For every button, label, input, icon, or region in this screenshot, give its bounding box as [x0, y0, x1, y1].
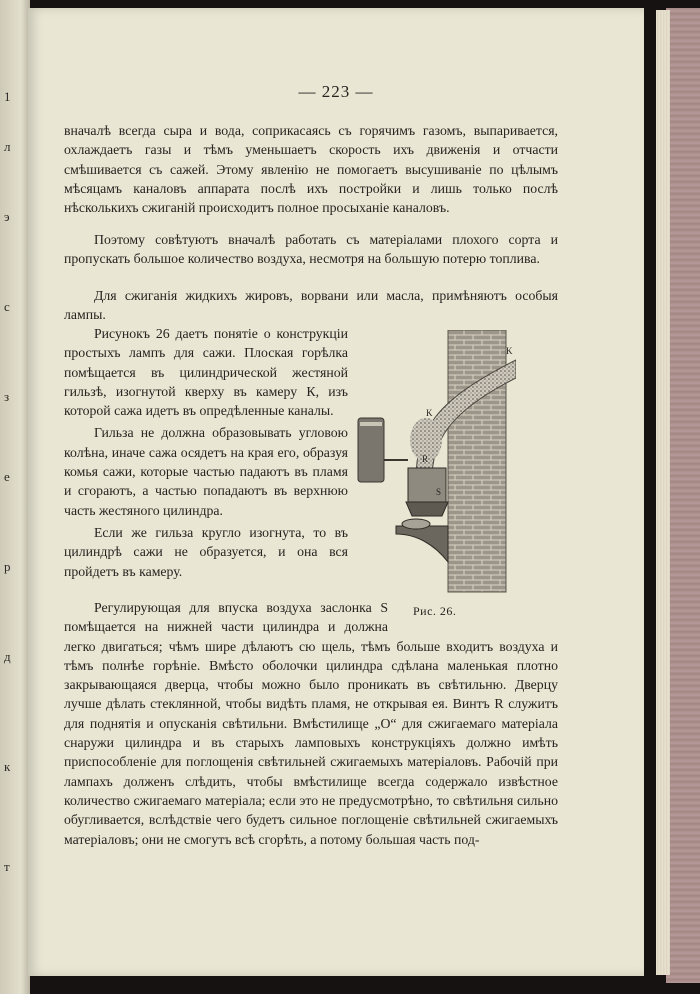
- facing-page-fragment: к: [4, 759, 11, 774]
- wall-bracket: [396, 526, 448, 562]
- figure-label: K: [426, 408, 433, 418]
- paragraph: [64, 598, 558, 849]
- figure-label: R: [422, 454, 429, 464]
- figure-label: K: [506, 346, 513, 356]
- facing-page-fragment: р: [4, 559, 11, 574]
- book-page: [28, 8, 644, 976]
- page-number: — 223 —: [298, 82, 374, 101]
- facing-page-fragment: з: [4, 389, 10, 404]
- facing-page-fragment: 1: [4, 89, 11, 104]
- paragraph-text: Регулирующая для впуска воздуха заслонка S помѣщается на нижней части цилиндра и должна легко двигаться; чѣмъ шире дѣлаютъ сю щель, тѣмъ больше входитъ воздуха и тѣмъ полнѣе горѣніе. Вмѣсто оболочки цилиндра сдѣлана маленькая плотно закрывающаяся дверца, чтобы можно было проникать въ свѣтильню. Дверцу лучше дѣлать стеклянной, чтобы видѣть пламя, не открывая ея. Винтъ R служитъ для поднятія и опусканія свѣтильни. Вмѣстилище „O“ для сжигаемаго матеріала снаружи цилиндра и въ старыхъ ламповыхъ конструкціяхъ должно имѣть приспособленіе для поглощенія свѣтильней сжигаемыхъ матеріаловъ. Рабочій при лампахъ долженъ слѣдить, чтобы вмѣстилище всегда содержало извѣстное количество сжигаемаго матеріала; если это не предусмотрѣно, то свѣтильня сильно обугливается, вслѣдствіе чего будетъ сильное поглощеніе свѣтильней сжигаемыхъ матеріаловъ; они не смогутъ всѣ сгорѣть, а потому большая часть под-: [64, 600, 558, 847]
- facing-page-fragment: д: [4, 649, 11, 664]
- facing-page-edge: [0, 0, 30, 994]
- facing-page-fragment: с: [4, 299, 10, 314]
- column-paragraph: Рисунокъ 26 даетъ понятіе о конструкціи простыхъ лампъ для сажи. Плоская горѣлка помѣщается въ цилиндрической жестяной гильзѣ, изогнутой кверху въ камеру К, изъ которой сажа идетъ въ опредѣленные каналы.: [64, 326, 348, 419]
- paragraph: [64, 121, 558, 217]
- book-cover-edge: [666, 8, 700, 983]
- caption-spacer: [388, 598, 558, 628]
- column-paragraph: Гильза не должна образовывать угловою колѣна, иначе сажа осядетъ на края его, образуя комья сажи, которые частью падаютъ въ пламя и сгораютъ, а частью попадаютъ въ верхнюю часть жестяного цилиндра.: [64, 425, 348, 518]
- figure-label: S: [436, 487, 442, 497]
- paragraph: [64, 230, 558, 269]
- fuel-vessel: [358, 418, 384, 482]
- figure-caption: Рис. 26.: [413, 604, 457, 618]
- page-stack-edge: [656, 10, 670, 975]
- facing-page-fragment: э: [4, 209, 10, 224]
- paragraph: [64, 286, 558, 325]
- lamp-figure-illustration: [356, 330, 516, 598]
- column-paragraph: Если же гильза кругло изогнута, то въ цилиндрѣ сажи не образуется, и она вся пройдетъ въ камеру.: [64, 524, 348, 579]
- facing-page-fragment: т: [4, 859, 10, 874]
- paragraph-text: Для сжиганія жидкихъ жировъ, ворвани или масла, примѣняютъ особыя лампы.: [64, 288, 558, 323]
- facing-page-fragment: л: [4, 139, 11, 154]
- paragraph-text: Поэтому совѣтуютъ вначалѣ работать съ матеріалами плохого сорта и пропускать большое количество воздуха, несмотря на большую потерю топлива.: [64, 232, 558, 267]
- facing-page-fragment: е: [4, 469, 10, 484]
- paragraph-text: вначалѣ всегда сыра и вода, соприкасаясь съ горячимъ газомъ, выпаривается, охлаждаетъ газы и тѣмъ уменьшаетъ скорость ихъ движенія и отчасти смѣшивается съ сажей. Этому явленію не помогаетъ высушиваніе по цѣлымъ мѣсяцамъ каналовъ аппарата послѣ ихъ постройки и лишь только послѣ нѣсколькихъ сжиганій происходитъ полное просыханіе каналовъ.: [64, 123, 558, 216]
- figure-side-column: [64, 324, 348, 584]
